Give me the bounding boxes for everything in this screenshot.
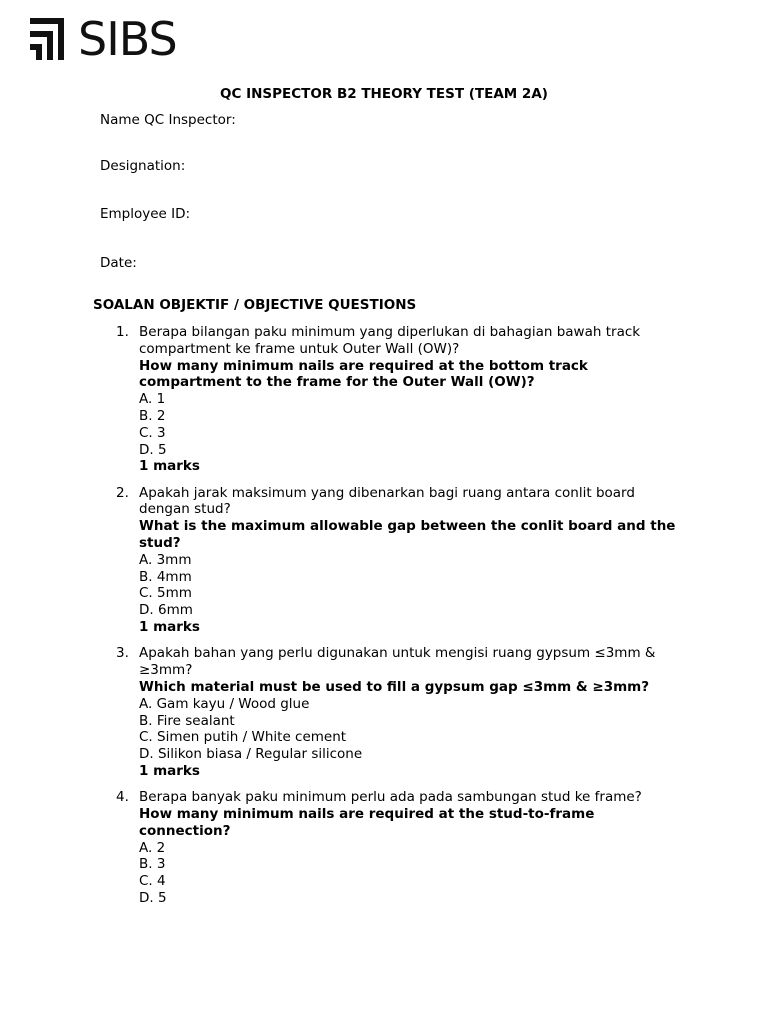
option-a: A. Gam kayu / Wood glue bbox=[139, 695, 310, 712]
question-malay: Apakah bahan yang perlu digunakan untuk mengisi ruang gypsum ≤3mm & ≥3mm? bbox=[139, 645, 656, 679]
option-c: C. 4 bbox=[139, 873, 166, 890]
question-english: What is the maximum allowable gap between the conlit board and the stud? bbox=[139, 518, 676, 552]
option-b: B. 3 bbox=[139, 856, 166, 873]
question-3 bbox=[116, 645, 686, 779]
option-d: D. Silikon biasa / Regular silicone bbox=[139, 746, 363, 763]
section-title: SOALAN OBJEKTIF / OBJECTIVE QUESTIONS bbox=[93, 297, 417, 313]
option-b: B. 4mm bbox=[139, 568, 192, 585]
option-a: A. 1 bbox=[139, 391, 166, 408]
employee-id-field: Employee ID: bbox=[100, 206, 191, 222]
option-c: C. 5mm bbox=[139, 585, 192, 602]
logo-text: SIBS bbox=[78, 12, 177, 66]
question-1 bbox=[116, 324, 686, 475]
sibs-logo-mark-icon bbox=[30, 18, 64, 64]
question-malay: Berapa bilangan paku minimum yang diperlukan di bahagian bawah track compartment ke frame untuk Outer Wall (OW)? bbox=[139, 324, 641, 357]
option-a: A. 3mm bbox=[139, 551, 192, 568]
question-number: 3. bbox=[116, 645, 129, 662]
option-b: B. 2 bbox=[139, 407, 166, 424]
question-marks: 1 marks bbox=[139, 458, 200, 475]
question-malay: Apakah jarak maksimum yang dibenarkan bagi ruang antara conlit board dengan stud? bbox=[139, 484, 635, 518]
company-logo bbox=[30, 12, 210, 66]
option-b: B. Fire sealant bbox=[139, 712, 235, 729]
question-number: 2. bbox=[116, 484, 129, 501]
option-a: A. 2 bbox=[139, 839, 166, 856]
question-english: How many minimum nails are required at the bottom track compartment to the frame for the Outer Wall (OW)? bbox=[139, 357, 588, 391]
question-malay: Berapa banyak paku minimum perlu ada pada sambungan stud ke frame? bbox=[139, 789, 642, 806]
document-title: QC INSPECTOR B2 THEORY TEST (TEAM 2A) bbox=[220, 86, 548, 102]
question-english: Which material must be used to fill a gypsum gap ≤3mm & ≥3mm? bbox=[139, 678, 650, 695]
option-d: D. 5 bbox=[139, 441, 167, 458]
date-field: Date: bbox=[100, 255, 137, 271]
option-d: D. 6mm bbox=[139, 602, 193, 619]
option-c: C. Simen putih / White cement bbox=[139, 729, 347, 746]
name-qc-inspector-field: Name QC Inspector: bbox=[100, 112, 236, 128]
question-number: 1. bbox=[116, 324, 129, 340]
option-d: D. 5 bbox=[139, 890, 167, 906]
question-4 bbox=[116, 789, 686, 907]
question-marks: 1 marks bbox=[139, 619, 200, 636]
question-marks: 1 marks bbox=[139, 762, 200, 779]
question-english: How many minimum nails are required at the stud-to-frame connection? bbox=[139, 806, 595, 839]
designation-field: Designation: bbox=[100, 158, 186, 174]
question-2 bbox=[116, 485, 686, 636]
question-list bbox=[116, 324, 686, 916]
question-number: 4. bbox=[116, 789, 129, 806]
option-c: C. 3 bbox=[139, 424, 166, 441]
